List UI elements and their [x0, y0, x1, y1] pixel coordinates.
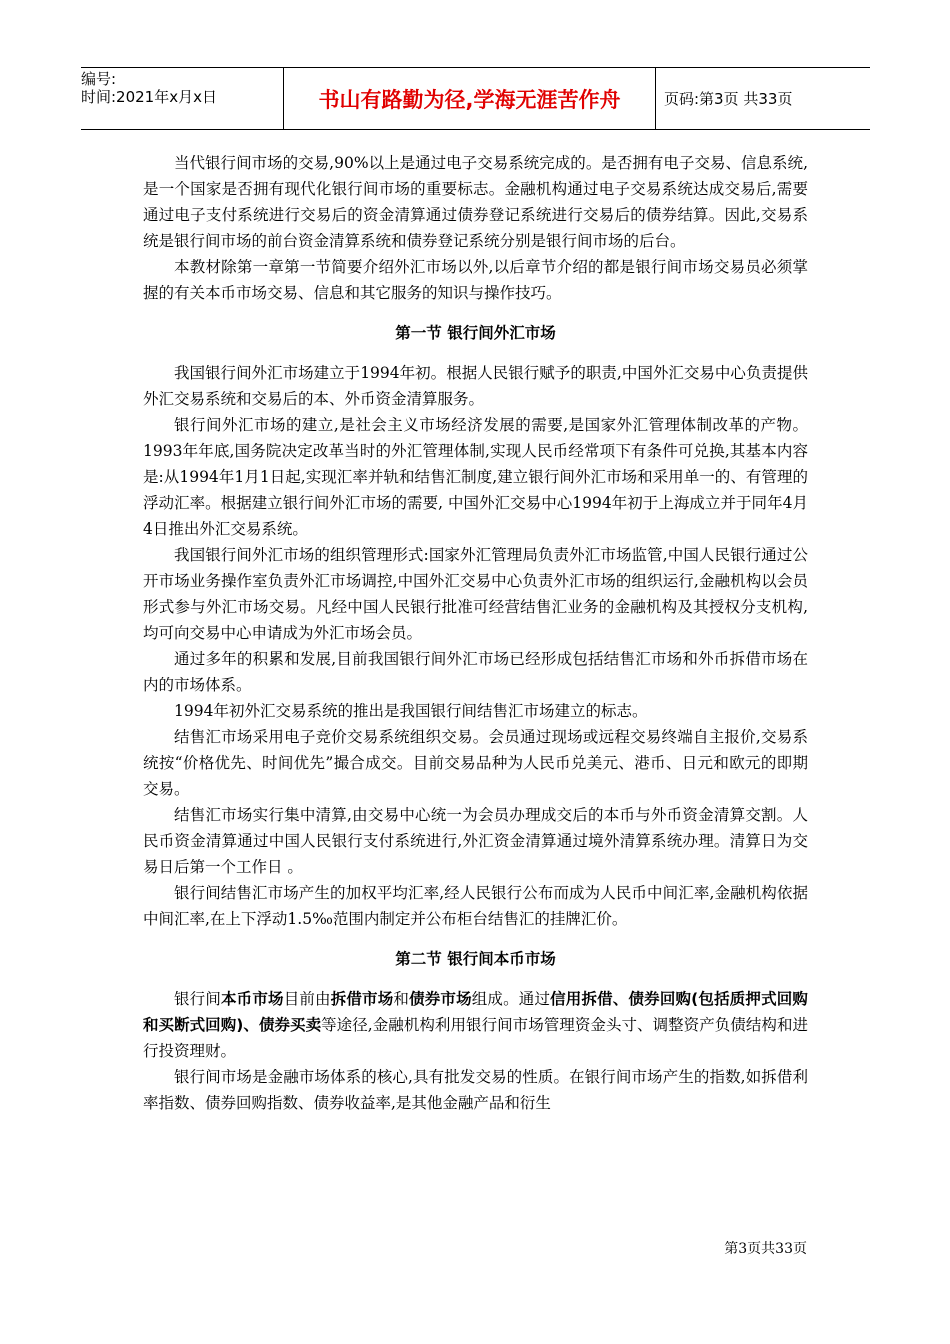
- text-span: 等途径,金融机构利用银行间市场管理资金头寸、调整资产负债结构和进行投资理财。: [143, 1016, 808, 1060]
- text-span: 和: [393, 990, 410, 1008]
- section-heading-2: 第二节 银行间本币市场: [395, 950, 556, 968]
- page-footer: 第3页共33页: [724, 1241, 807, 1257]
- paragraph: 1994年初外汇交易系统的推出是我国银行间结售汇市场建立的标志。: [174, 702, 648, 720]
- text-span: 组成。通过: [471, 990, 551, 1008]
- paragraph: 银行间外汇市场的建立,是社会主义市场经济发展的需要,是国家外汇管理体制改革的产物。1993年年底,国务院决定改革当时的外汇管理体制,实现人民币经常项下有条件可兑换,其基本内容是:从1994年1月1日起,实现汇率并轨和结售汇制度,建立银行间外汇市场和采用单一的、有管理的浮动汇率。根据建立银行间外汇市场的需要, 中国外汇交易中心1994年初于上海成立并于同年4月4日推出外汇交易系统。: [143, 416, 808, 538]
- bold-span: 拆借市场: [330, 990, 394, 1008]
- time-label: 时间:2021年x月x日: [81, 88, 217, 106]
- text-span: 银行间: [174, 990, 222, 1008]
- paragraph: 我国银行间外汇市场的组织管理形式:国家外汇管理局负责外汇市场监管,中国人民银行通过公开市场业务操作室负责外汇市场调控,中国外汇交易中心负责外汇市场的组织运行,金融机构以会员形式参与外汇市场交易。凡经中国人民银行批准可经营结售汇业务的金融机构及其授权分支机构,均可向交易中心申请成为外汇市场会员。: [143, 546, 808, 642]
- paragraph: 本教材除第一章第一节简要介绍外汇市场以外,以后章节介绍的都是银行间市场交易员必须掌握的有关本币市场交易、信息和其它服务的知识与操作技巧。: [143, 258, 808, 302]
- header-meta: [81, 68, 283, 129]
- paragraph: 当代银行间市场的交易,90%以上是通过电子交易系统完成的。是否拥有电子交易、信息系统,是一个国家是否拥有现代化银行间市场的重要标志。金融机构通过电子交易系统达成交易后,需要通过电子支付系统进行交易后的资金清算通过债券登记系统进行交易后的债券结算。因此,交易系统是银行间市场的前台资金清算系统和债券登记系统分别是银行间市场的后台。: [143, 154, 808, 250]
- paragraph-mixed: [143, 986, 808, 1064]
- paragraph: 银行间市场是金融市场体系的核心,具有批发交易的性质。在银行间市场产生的指数,如拆借利率指数、债券回购指数、债券收益率,是其他金融产品和衍生: [143, 1068, 808, 1112]
- header-motto: 书山有路勤为径,学海无涯苦作舟: [283, 68, 656, 129]
- section-heading-1: 第一节 银行间外汇市场: [395, 324, 556, 342]
- bold-span: 债券市场: [409, 990, 472, 1008]
- paragraph: 我国银行间外汇市场建立于1994年初。根据人民银行赋予的职责,中国外汇交易中心负责提供外汇交易系统和交易后的本、外币资金清算服务。: [143, 364, 808, 408]
- paragraph: 结售汇市场采用电子竞价交易系统组织交易。会员通过现场或远程交易终端自主报价,交易系统按“价格优先、时间优先”撮合成交。目前交易品种为人民币兑美元、港币、日元和欧元的即期交易。: [143, 728, 808, 798]
- bold-span: 本币市场: [221, 990, 284, 1008]
- paragraph: 银行间结售汇市场产生的加权平均汇率,经人民银行公布而成为人民币中间汇率,金融机构依据中间汇率,在上下浮动1.5‰范围内制定并公布柜台结售汇的挂牌汇价。: [143, 884, 808, 928]
- document-body: [143, 150, 808, 1116]
- page-header: [81, 67, 870, 130]
- paragraph: 结售汇市场实行集中清算,由交易中心统一为会员办理成交后的本币与外币资金清算交割。人民币资金清算通过中国人民银行支付系统进行,外汇资金清算通过境外清算系统办理。清算日为交易日后第一个工作日 。: [143, 806, 808, 876]
- text-span: 目前由: [283, 990, 331, 1008]
- header-page-info: 页码:第3页 共33页: [664, 90, 793, 108]
- paragraph: 通过多年的积累和发展,目前我国银行间外汇市场已经形成包括结售汇市场和外币拆借市场在内的市场体系。: [143, 650, 808, 694]
- number-label: 编号:: [81, 70, 117, 88]
- bold-span: 信用拆借、债券回购(包括质押式回购和买断式回购)、债券买卖: [143, 990, 808, 1034]
